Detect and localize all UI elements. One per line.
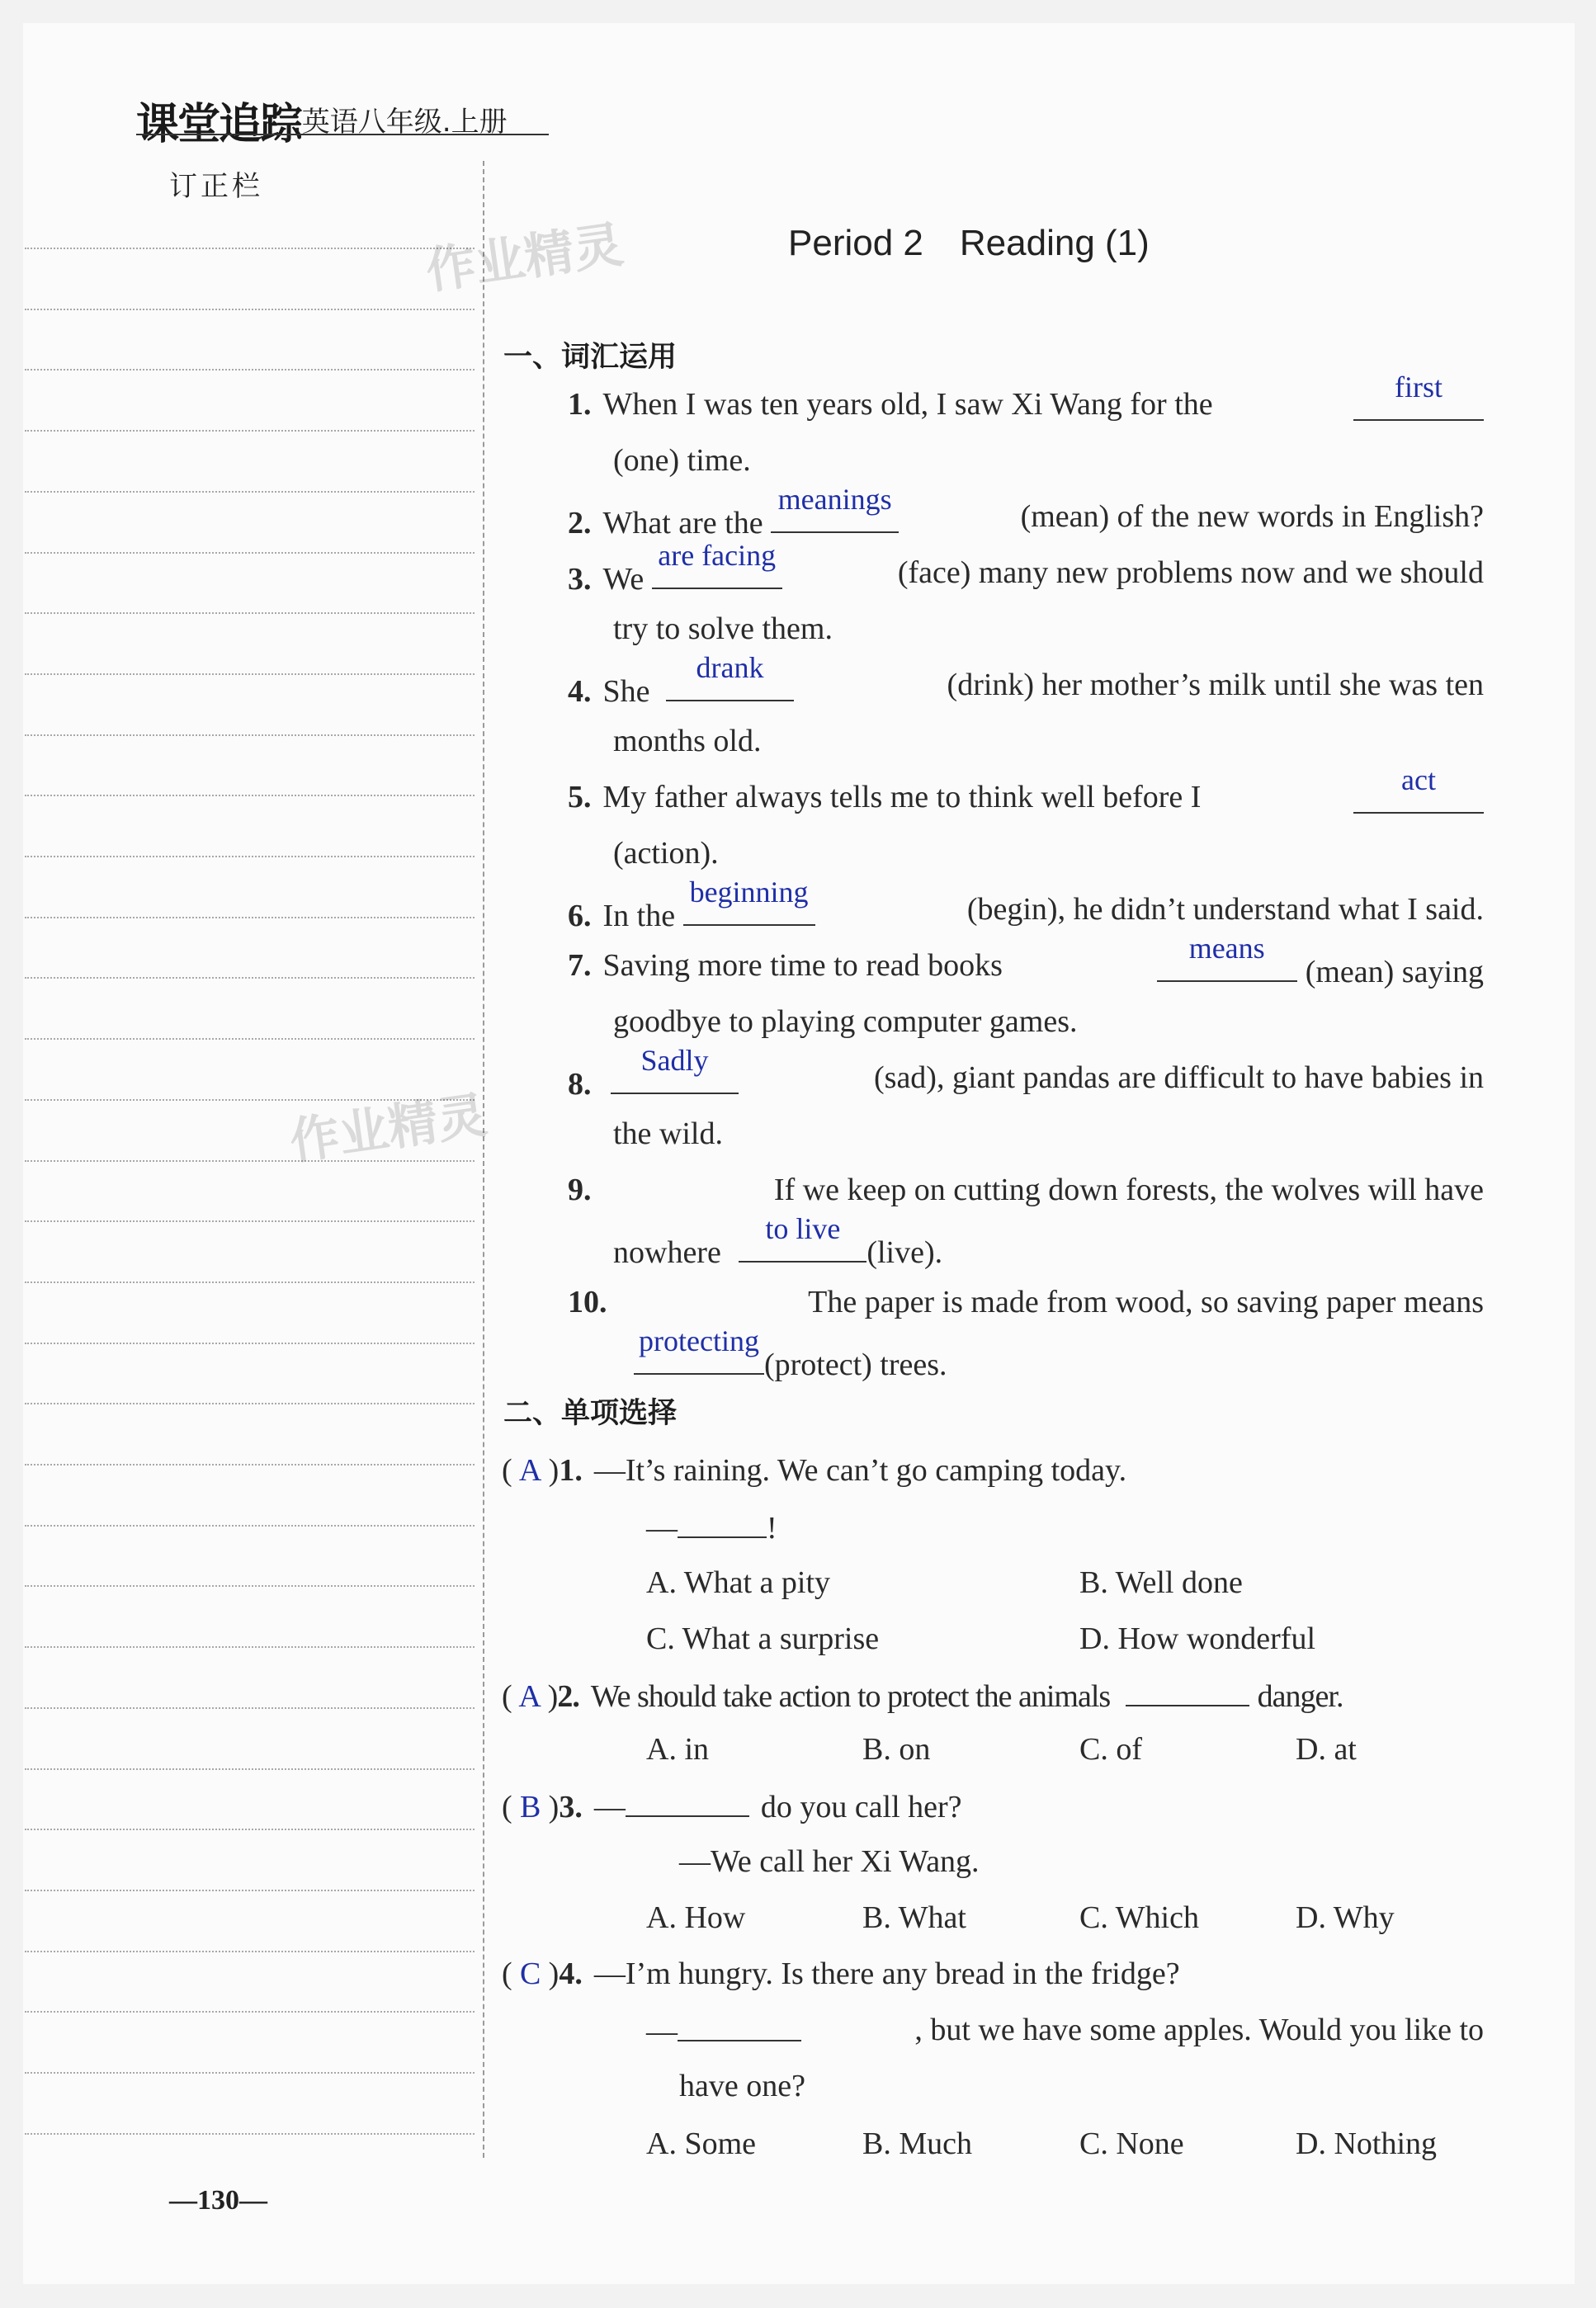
- correction-line: [25, 673, 475, 675]
- correction-column-label: 订正栏: [169, 170, 263, 203]
- worksheet-page: [23, 23, 1575, 2284]
- answer-blank[interactable]: first: [1353, 386, 1484, 421]
- answer-blank[interactable]: protecting: [634, 1340, 764, 1375]
- vocab-item-3: 3. We are facing (face) many new problems now and we should: [568, 539, 1484, 597]
- correction-line: [25, 430, 475, 432]
- mc-option[interactable]: A. How: [646, 1900, 746, 1935]
- correction-line: [25, 977, 475, 979]
- correction-line: [25, 1646, 475, 1648]
- answer-blank[interactable]: [678, 2012, 801, 2041]
- vocab-item-2: 2. What are the meanings (mean) of the new words in English?: [568, 483, 1484, 540]
- watermark: 作业精灵: [286, 1086, 491, 1172]
- vocab-item-1: 1. When I was ten years old, I saw Xi Wang for the first: [568, 386, 1484, 422]
- answer-blank[interactable]: [678, 1508, 767, 1538]
- correction-line: [25, 856, 475, 857]
- mc-option[interactable]: B. on: [862, 1732, 931, 1767]
- correction-line: [25, 369, 475, 371]
- column-divider: [483, 161, 484, 2158]
- brand-logo: 课堂追踪: [136, 100, 302, 149]
- mc-question-4: ( C )4. —I’m hungry. Is there any bread in the fridge?: [502, 1956, 1180, 1991]
- vocab-item-6: 6. In the beginning (begin), he didn’t understand what I said.: [568, 876, 1484, 933]
- correction-line: [25, 1281, 475, 1283]
- correction-line: [25, 734, 475, 736]
- correction-line: [25, 795, 475, 796]
- correction-line: [25, 1768, 475, 1770]
- correction-line: [25, 1525, 475, 1527]
- mc-option[interactable]: D. Why: [1296, 1900, 1395, 1935]
- choice-answer[interactable]: C: [519, 1956, 541, 1991]
- mc-question-1: ( A )1. —It’s raining. We can’t go camping today.: [502, 1453, 1127, 1488]
- mc-question-2: ( A )2. We should take action to protect the animals danger.: [502, 1677, 1343, 1715]
- vocab-item-10-cont: protecting (protect) trees.: [634, 1340, 947, 1383]
- answer-blank[interactable]: beginning: [683, 891, 815, 926]
- section-heading-vocabulary: 一、词汇运用: [503, 341, 678, 374]
- correction-line: [25, 1464, 475, 1466]
- correction-line: [25, 917, 475, 918]
- page-number: —130—: [169, 2185, 267, 2216]
- book-subtitle: .英语八年级.上册: [293, 106, 508, 139]
- mc-option[interactable]: A. Some: [646, 2126, 756, 2161]
- mc-option[interactable]: B. Well done: [1079, 1565, 1243, 1600]
- choice-answer[interactable]: B: [519, 1790, 541, 1824]
- vocab-item-9-cont: nowhere to live (live).: [613, 1212, 943, 1270]
- correction-line: [25, 1038, 475, 1040]
- mc-option[interactable]: C. What a surprise: [646, 1621, 880, 1656]
- mc-option[interactable]: D. Nothing: [1296, 2126, 1437, 2161]
- vocab-item-4: 4. She drank (drink) her mother’s milk until she was ten: [568, 651, 1484, 709]
- mc-option[interactable]: D. at: [1296, 1732, 1357, 1767]
- correction-line: [25, 248, 475, 249]
- correction-line: [25, 309, 475, 310]
- section-heading-choice: 二、单项选择: [503, 1397, 678, 1430]
- vocab-item-5: 5. My father always tells me to think well before I act: [568, 779, 1484, 815]
- correction-line: [25, 1951, 475, 1952]
- vocab-item-8: 8. Sadly (sad), giant pandas are difficult to have babies in: [568, 1044, 1484, 1102]
- correction-line: [25, 1585, 475, 1587]
- vocab-item-9: 9. If we keep on cutting down forests, the wolves will have: [568, 1173, 1484, 1207]
- choice-answer[interactable]: A: [518, 1679, 541, 1714]
- mc-option[interactable]: B. Much: [862, 2126, 972, 2161]
- watermark: 作业精灵: [422, 215, 627, 301]
- mc-option[interactable]: A. What a pity: [646, 1565, 831, 1600]
- answer-blank[interactable]: meanings: [771, 498, 899, 533]
- mc-option[interactable]: B. What: [862, 1900, 966, 1935]
- correction-line: [25, 2072, 475, 2074]
- correction-line: [25, 612, 475, 614]
- answer-blank[interactable]: [1126, 1677, 1249, 1706]
- correction-line: [25, 491, 475, 493]
- answer-blank[interactable]: act: [1353, 779, 1484, 814]
- answer-blank[interactable]: [626, 1787, 749, 1817]
- correction-line: [25, 2133, 475, 2135]
- correction-line: [25, 1220, 475, 1222]
- answer-blank[interactable]: are facing: [652, 555, 782, 589]
- page-title: Period 2 Reading (1): [788, 223, 1150, 263]
- correction-line: [25, 1890, 475, 1891]
- vocab-item-7: 7. Saving more time to read books means (mean) saying: [568, 932, 1484, 989]
- vocab-item-10: 10. The paper is made from wood, so saving paper means: [568, 1285, 1484, 1319]
- mc-option[interactable]: D. How wonderful: [1079, 1621, 1316, 1656]
- correction-line: [25, 1403, 475, 1404]
- answer-blank[interactable]: means: [1157, 947, 1297, 982]
- correction-line: [25, 1829, 475, 1830]
- mc-question-3: ( B )3. — do you call her?: [502, 1787, 962, 1825]
- mc-option[interactable]: C. None: [1079, 2126, 1184, 2161]
- correction-line: [25, 1160, 475, 1162]
- header-rule: [136, 134, 549, 135]
- mc-option[interactable]: C. of: [1079, 1732, 1142, 1767]
- choice-answer[interactable]: A: [518, 1453, 542, 1488]
- correction-line: [25, 1343, 475, 1344]
- correction-line: [25, 552, 475, 554]
- correction-line: [25, 2011, 475, 2013]
- mc-option[interactable]: A. in: [646, 1732, 709, 1767]
- answer-blank[interactable]: Sadly: [611, 1060, 739, 1094]
- correction-line: [25, 1707, 475, 1709]
- answer-blank[interactable]: to live: [739, 1228, 866, 1263]
- answer-blank[interactable]: drank: [666, 667, 794, 701]
- mc-option[interactable]: C. Which: [1079, 1900, 1199, 1935]
